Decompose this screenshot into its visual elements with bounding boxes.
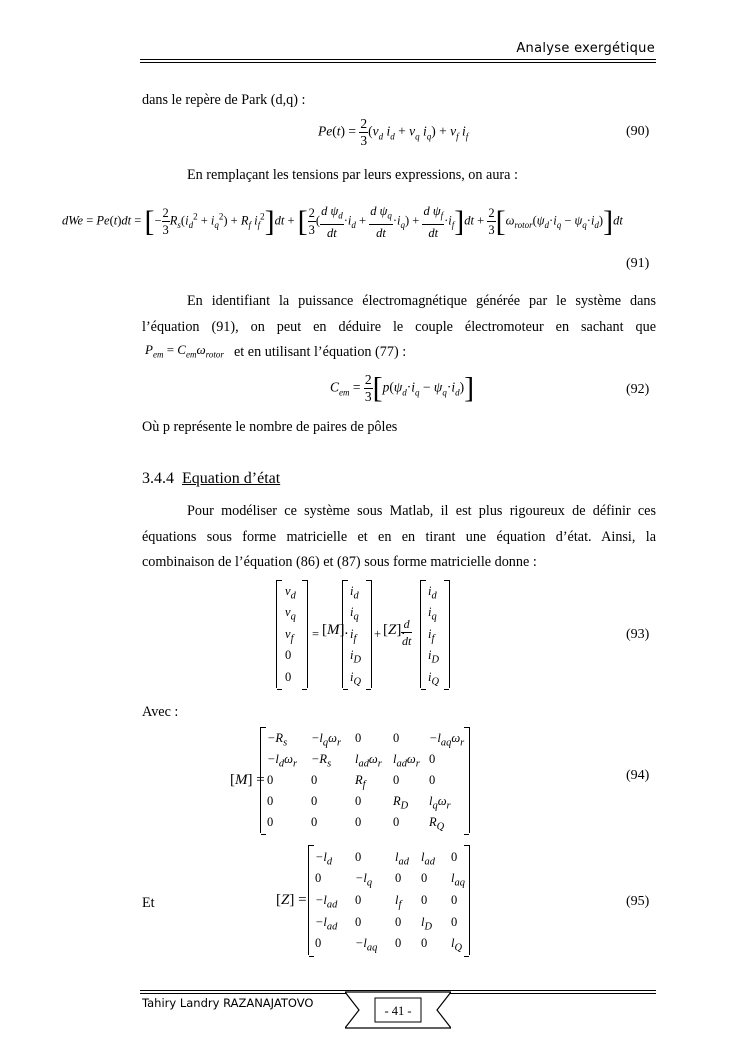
section-number: 3.4.4 [142, 470, 174, 487]
equation-number-94: (94) [626, 768, 650, 783]
label-et: Et [142, 895, 155, 911]
header-rule [140, 59, 656, 60]
matrix-m: $-R_s$ $-l_q\omega_r$ 0 0 $-l_{aq}\omega_r$ $-l_d\omega_r$ $-R_s$ $l_{ad}\omega_r$ $l_{ad}\omega_r$ 0 0 0 $R_f$ 0 0 0 0 0 $R_D$ $l_q\omega_r$ 0 0 0 0 $R_Q$ [260, 727, 470, 833]
running-header: Analyse exergétique [516, 41, 655, 56]
paragraph-couple-line2: l’équation (91), on peut en déduire le couple électromoteur en sachant que [142, 319, 656, 335]
paragraph-state-line3: combinaison de l’équation (86) et (87) sous forme matricielle donne : [142, 554, 537, 570]
section-title: Equation d’état [182, 470, 281, 487]
section-heading [142, 470, 280, 488]
equation-95: [Z] = $-l_d$ 0 $l_{ad}$ $l_{ad}$ 0 0 $-l_q$ 0 0 $l_{aq}$ $-l_{ad}$ 0 $l_f$ 0 0 $-l_{ad}$ 0 0 $l_D$ 0 0 $-l_{aq}$ 0 0 $l_Q$ [276, 845, 476, 957]
header-rule-2 [140, 62, 656, 63]
current-vector: $i_d$ $i_q$ $i_f$ $i_D$ $i_Q$ [342, 580, 372, 688]
current-vector-derivative: $i_d$ $i_q$ $i_f$ $i_D$ $i_Q$ [420, 580, 450, 688]
equation-92: $C_{em}$ = $\frac{2}{3}$ $[p(\psi_d\cdot i_q - \psi_q\cdot i_d)]$ [330, 371, 475, 405]
equation-number-91: (91) [626, 256, 650, 271]
paragraph-replacement: En remplaçant les tensions par leurs expressions, on aura : [187, 167, 518, 183]
equation-number-92: (92) [626, 382, 650, 397]
derivative: $\frac{d}{dt}$ [402, 617, 412, 648]
paragraph-state-line1: Pour modéliser ce système sous Matlab, il est plus rigoureux de définir ces [187, 503, 656, 519]
voltage-vector: $v_d$ $v_q$ $v_f$ 0 0 [276, 580, 308, 688]
paragraph-state-line2: équations sous forme matricielle et en en tirant une équation d’état. Ainsi, la [142, 529, 656, 545]
label-avec: Avec : [142, 704, 179, 720]
page-number: - 41 - [384, 1004, 412, 1018]
equation-91: dWe = Pe(t)dt = [− $\frac{2}{3}$ $R_s(i_d^2 + i_q^2) + R_f$ $i_f^2]dt$ + [ $\frac{2}{3}$ ( $\frac{d \psi_d}{dt}$ $\cdot i_d$ + $\frac{d \psi_q}{dt}$ $\cdot i_q$) + $\frac{d \psi_f}{dt}$ $\cdot i_f]dt$ + $\frac{2}{3}$ $[\omega_{rotor}(\psi_d\cdot i_q - \psi_q\cdot i_d)]dt$ [62, 204, 623, 240]
inline-equation-pem: $P_{em} = C_{em}\omega_{rotor}$ [145, 342, 224, 360]
footer-author: Tahiry Landry RAZANAJATOVO [142, 996, 314, 1010]
equation-number-95: (95) [626, 894, 650, 909]
equation-number-90: (90) [626, 124, 650, 139]
paragraph-couple-line1: En identifiant la puissance électromagnétique générée par le système dans [187, 293, 656, 309]
matrix-z: $-l_d$ 0 $l_{ad}$ $l_{ad}$ 0 0 $-l_q$ 0 0 $l_{aq}$ $-l_{ad}$ 0 $l_f$ 0 0 $-l_{ad}$ 0 0 $l_D$ 0 0 $-l_{aq}$ 0 0 $l_Q$ [308, 845, 470, 955]
equation-90: Pe(t) = $\frac{2}{3}$ ($v_d$ $i_d + v_q$ $i_q) + v_f$ $i_f$ [318, 116, 469, 148]
equation-94: [M] = $-R_s$ $-l_q\omega_r$ 0 0 $-l_{aq}\omega_r$ $-l_d\omega_r$ $-R_s$ $l_{ad}\omega_r$ $l_{ad}\omega_r$ 0 0 0 $R_f$ 0 0 0 0 0 $R_D$ $l_q\omega_r$ 0 0 0 0 $R_Q$ [230, 727, 480, 837]
paragraph-intro: dans le repère de Park (d,q) : [142, 92, 306, 108]
equation-93: $v_d$ $v_q$ $v_f$ 0 0 = [M]. $i_d$ $i_q$ $i_f$ $i_D$ $i_Q$ + [Z]. $\frac{d}{dt}$ $i_d$ $i_q$ $i_f$ $i_D$ $i_Q$ [276, 580, 466, 690]
paragraph-pole-pairs: Où p représente le nombre de paires de pôles [142, 419, 398, 435]
paragraph-couple-line3: et en utilisant l’équation (77) : [234, 344, 407, 360]
equation-number-93: (93) [626, 627, 650, 642]
